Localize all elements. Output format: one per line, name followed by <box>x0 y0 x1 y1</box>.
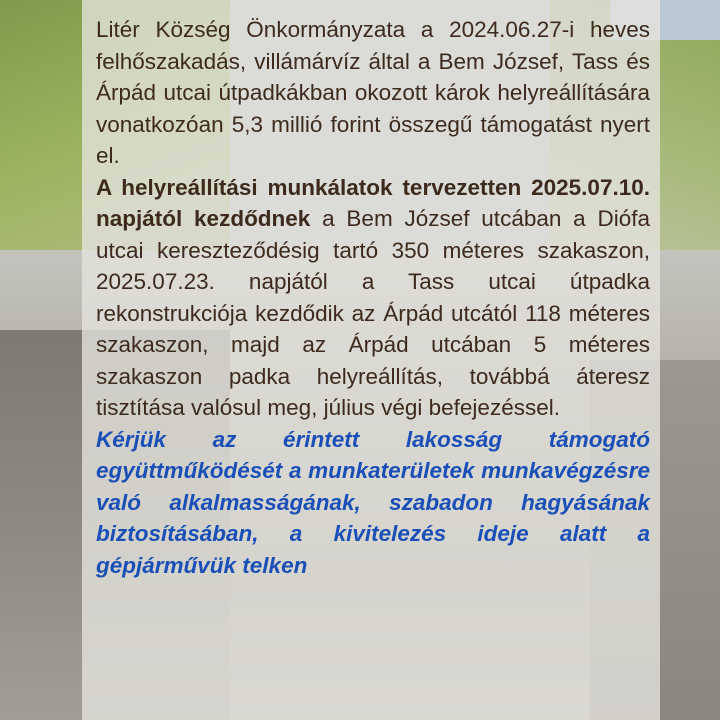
announcement-text <box>96 14 650 581</box>
paragraph-grant: Litér Község Önkormányzata a 2024.06.27-i heves felhőszakadás, villámárvíz által a Bem József, Tass és Árpád utcai útpadkákban okozott károk helyreállítására vonatkozóan 5,3 millió forint összegű támogatást nyert el. <box>96 17 650 168</box>
paragraph-schedule <box>96 172 650 424</box>
schedule-details: a Bem József utcában a Diófa utcai kereszteződésig tartó 350 méteres szakaszon, 2025.07.23. napjától a Tass utcai útpadka rekonstrukciója kezdődik az Árpád utcától 118 méteres szakaszon, majd az Árpád utcában 5 méteres szakaszon padka helyreállítás, továbbá áteresz tisztítása valósul meg, július végi befejezéssel. <box>96 206 650 420</box>
resident-notice: Kérjük az érintett lakosság támogató együttműködését a munkaterületek munkavégzésre való alkalmasságának, szabadon hagyásának biztosításában, a kivitelezés ideje alatt a gépjárművük telken <box>96 426 650 578</box>
schedule-highlight: A helyreállítási munkálatok tervezetten 2025.07.10. napjától kezdődnek <box>96 174 650 231</box>
